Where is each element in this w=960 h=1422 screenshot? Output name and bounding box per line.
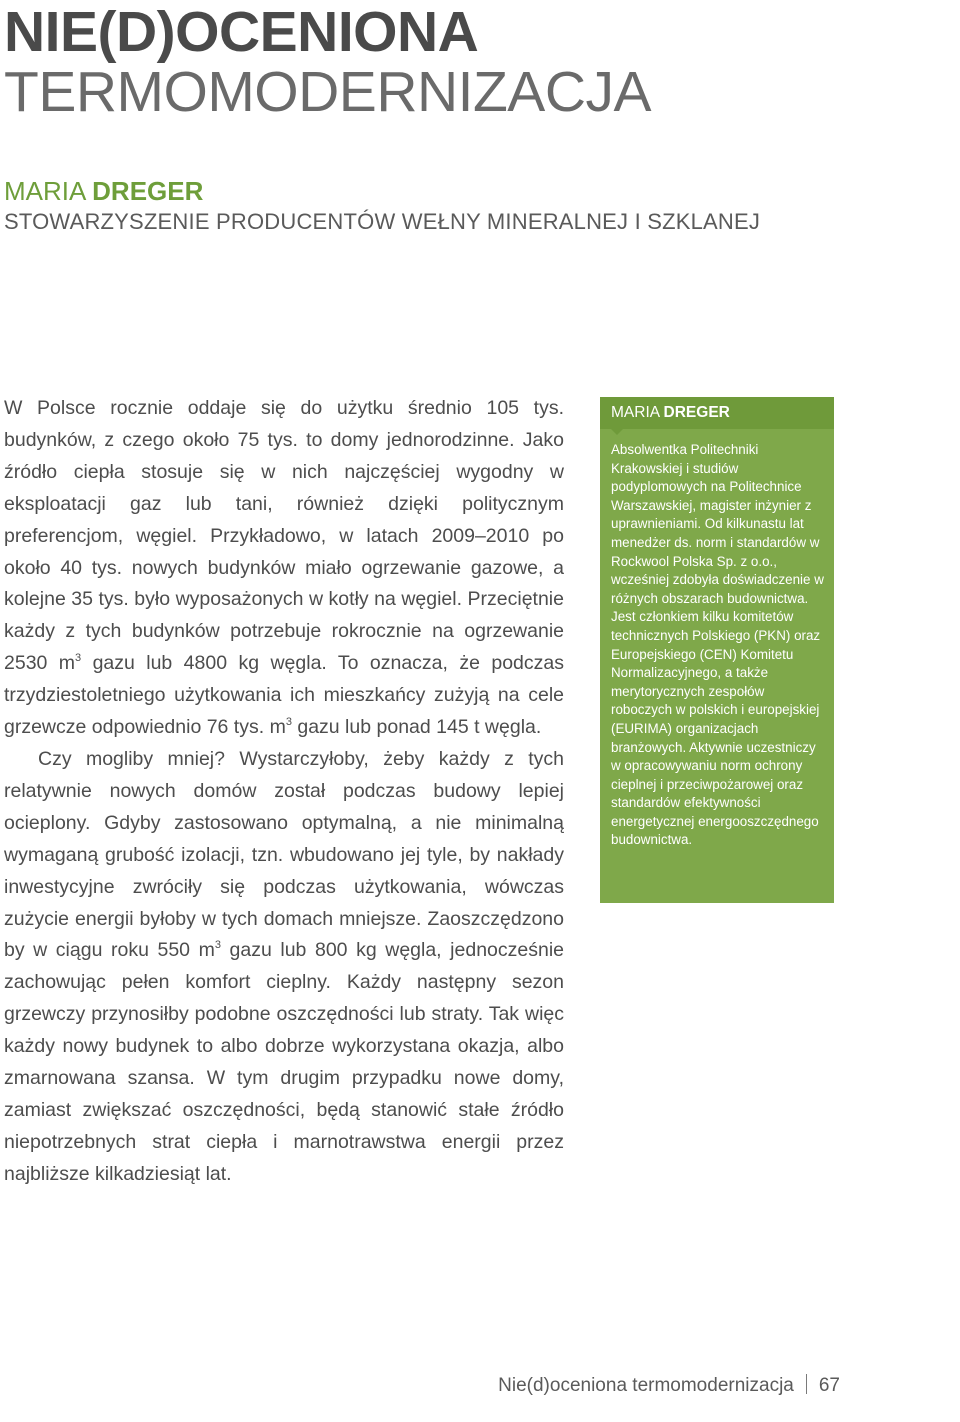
text-run: gazu lub 4800 kg węgla. To oznacza, że podczas trzydziestoletniego użytkowania ich mieszkańcy zużyją na cele grzewcze odpowiednio 76 tys. m <box>4 652 564 739</box>
bio-box-body <box>600 429 834 850</box>
bio-paragraph: Absolwentka Politechniki Krakowskiej i studiów podyplomowych na Politechnice Warszawskiej, magister inżynier z uprawnieniami. Od kilkunastu lat menedżer ds. norm i standardów w Rockwool Polska Sp. z o.o., wcześniej zdobyła doświadczenie w różnych obszarach budownictwa. <box>611 442 824 606</box>
superscript: 3 <box>285 716 292 729</box>
author-name <box>4 176 203 206</box>
running-title: Nie(d)oceniona termomodernizacja <box>498 1375 794 1396</box>
bio-box-header <box>600 397 834 429</box>
bio-paragraph: Jest członkiem kilku komitetów technicznych Polskiego (PKN) oraz Europejskiego (CEN) Komitetu Normalizacyjnego, a także merytorycznych zespołów roboczych w polskich i europejskiej (EURIMA) organizacjach branżowych. Aktywnie uczestniczy w opracowywaniu norm ochrony cieplnej i przeciwpożarowej oraz standardów efektywności energetycznej energooszczędnego budownictwa. <box>611 609 821 848</box>
bio-header-notch <box>611 429 623 435</box>
author-bio-box <box>600 397 834 903</box>
article-paragraph <box>4 744 564 1191</box>
author-last-name: DREGER <box>92 176 204 206</box>
superscript: 3 <box>75 652 82 665</box>
page-footer <box>498 1372 840 1400</box>
page-number: 67 <box>818 1375 840 1396</box>
text-run: gazu lub 800 kg węgla, jednocześnie zachowując pełen komfort cieplny. Każdy następny sezon grzewczy przynosiłby podobne oszczędności lub straty. Tak więc każdy nowy budynek to albo dobrze wykorzystana okazja, albo zmarnowana szansa. W tym drugim przypadku nowe domy, zamiast zwiększać oszczędności, będą stanowić stałe źródło niepotrzebnych strat ciepła i marnotrawstwa energii przez najbliższe kilkadziesiąt lat. <box>4 939 564 1185</box>
article-paragraph <box>4 393 564 744</box>
author-first-name: MARIA <box>4 176 93 206</box>
article-body <box>4 393 564 1191</box>
bio-name-last: DREGER <box>663 404 730 421</box>
page-title: NIE(D)OCENIONA <box>4 0 479 64</box>
bio-name-first: MARIA <box>611 404 664 421</box>
author-organization: STOWARZYSZENIE PRODUCENTÓW WEŁNY MINERALNEJ I SZKLANEJ <box>4 209 761 234</box>
superscript: 3 <box>214 939 221 952</box>
text-run: gazu lub ponad 145 t węgla. <box>291 716 542 739</box>
footer-separator <box>806 1374 807 1394</box>
text-run: Czy mogliby mniej? Wystarczyłoby, żeby każdy z tych relatywnie nowych domów został podczas budowy lepiej ocieplony. Gdyby zastosowano optymalną, a nie minimalną wymaganą grubość izolacji, tzn. wbudowano jej tyle, by nakłady inwestycyjne zwróciły się podczas użytkowania, wówczas zużycie energii byłoby w tych domach mniejsze. Zaoszczędzono by w ciągu roku 550 m <box>4 747 564 962</box>
page-subtitle: TERMOMODERNIZACJA <box>4 60 651 124</box>
text-run: W Polsce rocznie oddaje się do użytku średnio 105 tys. budynków, z czego około 75 tys. to domy jednorodzinne. Jako źródło ciepła stosuje się w nich najczęściej wygodny w eksploatacji gaz lub tani, również dzięki politycznym preferencjom, węgiel. Przykładowo, w latach 2009–2010 po około 40 tys. nowych budynków miało ogrzewanie gazowe, a kolejne 35 tys. było wyposażonych w kotły na węgiel. Przeciętnie każdy z tych budynków potrzebuje rokrocznie na ogrzewanie 2530 m <box>4 397 564 675</box>
